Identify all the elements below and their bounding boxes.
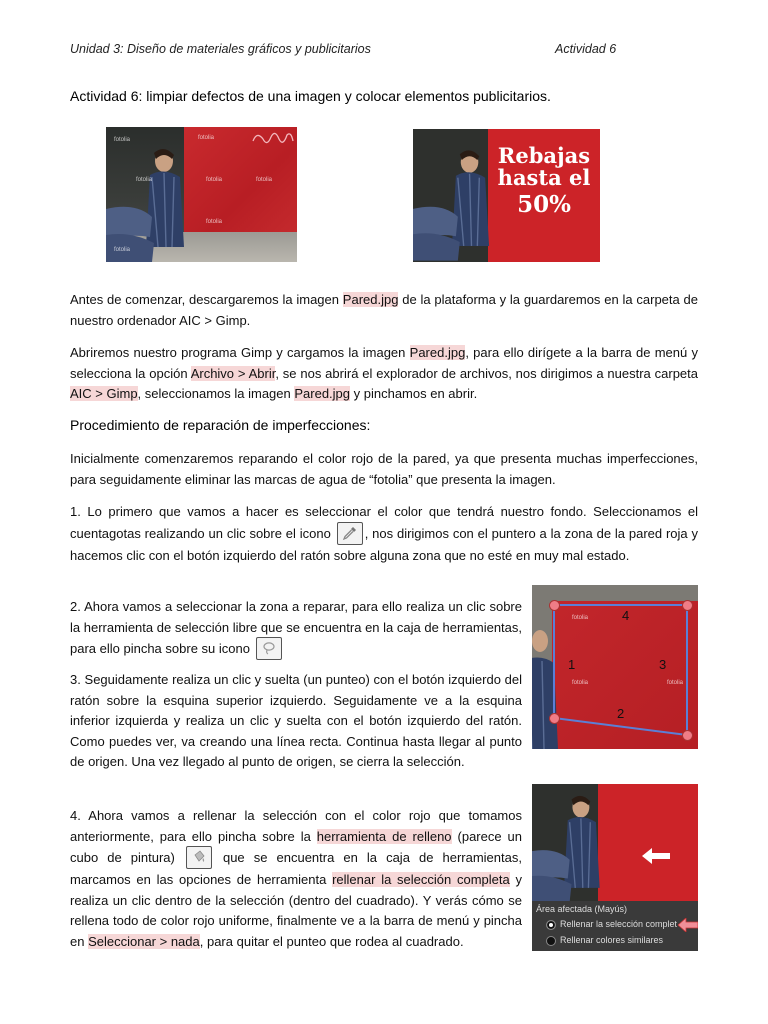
- free-select-lasso-icon: [256, 637, 282, 660]
- activity-title: Actividad 6: limpiar defectos de una imagen y colocar elementos publicitarios.: [70, 88, 551, 104]
- options-title: Área afectada (Mayús): [536, 904, 628, 914]
- running-header-right: Actividad 6: [555, 42, 617, 56]
- fill-options-image: [532, 784, 698, 951]
- tool-name: herramienta de relleno: [316, 828, 452, 844]
- intro-paragraph-1: Antes de comenzar, descargaremos la imagen Pared.jpg de la plataforma y la guardaremos en la carpeta de nuestro ordenador AIC > Gimp.: [70, 292, 698, 328]
- tool-option: rellenar la selección completa: [332, 872, 510, 888]
- step-4: 4. Ahora vamos a rellenar la selección con el color rojo que tomamos anteriormente, para ello pincha sobre la herramienta de relleno (parece un cubo de pintura) que se encuentra en la caja de herramientas, marcamos en las opciones de herramienta rellenar la selección completa y realiza un clic dentro de la selección (dentro del cuadrado). Y verás cómo se rellena todo de color rojo uniforme, finalmente ve a la barra de menú y pincha en Seleccionar > nada, para quitar el punteo que rodea al cuadrado.: [70, 808, 522, 949]
- selection-point-2: 2: [617, 706, 625, 721]
- promo-line-1: Rebajas: [497, 143, 591, 168]
- step-3: 3. Seguidamente realiza un clic y suelta (un punteo) con el botón izquierdo del ratón sobre la esquina superior izquierdo. Seguidamente ve a la esquina inferior izquierda y realiza un clic y suelta con el botón izquierdo del ratón. Como puedes ver, va creando una línea recta. Continua hasta llegar al punto de origen. Una vez llegado al punto de origen, se cierra la selección.: [70, 672, 522, 770]
- intro-paragraph-2: Abriremos nuestro programa Gimp y cargamos la imagen Pared.jpg, para ello dirígete a la barra de menú y selecciona la opción Archivo > Abrir, se nos abrirá el explorador de archivos, nos dirigimos a nuestra carpeta AIC > Gimp, seleccionamos la imagen Pared.jpg y pinchamos en abrir.: [70, 345, 698, 402]
- arrow-left-icon: [642, 848, 672, 864]
- promo-result-image: [413, 129, 600, 262]
- original-wall-image: fotolia fotolia fotolia fotolia fotolia fotolia fotolia: [106, 127, 297, 262]
- file-name: Pared.jpg: [294, 386, 351, 402]
- tool-options-panel: [532, 901, 698, 951]
- menu-path: Seleccionar > nada: [88, 933, 200, 949]
- file-name: Pared.jpg: [409, 345, 466, 360]
- running-header-left: Unidad 3: Diseño de materiales gráficos y publicitarios: [70, 42, 371, 56]
- step-2: 2. Ahora vamos a seleccionar la zona a reparar, para ello realiza un clic sobre la herramienta de selección libre que se encuentra en la caja de herramientas, para ello pincha sobre su icono: [70, 597, 522, 661]
- selection-points-image: fotolia fotolia fotolia 4 1 3 2: [532, 585, 698, 749]
- eyedropper-icon: [337, 522, 363, 545]
- bucket-fill-icon: [186, 846, 212, 869]
- menu-path: Archivo > Abrir: [190, 365, 276, 381]
- section-title: Procedimiento de reparación de imperfecciones:: [70, 417, 371, 433]
- folder-path: AIC > Gimp: [70, 386, 138, 402]
- option-fill-selection[interactable]: Rellenar la selección complet: [546, 919, 677, 930]
- selection-point-1: 1: [568, 657, 576, 672]
- file-name: Pared.jpg: [342, 292, 399, 307]
- selection-point-4: 4: [622, 608, 630, 623]
- promo-line-2: hasta el: [497, 165, 591, 191]
- selection-point-3: 3: [659, 657, 667, 672]
- arrow-left-icon: [678, 918, 698, 932]
- step-1: 1. Lo primero que vamos a hacer es seleccionar el color que tendrá nuestro fondo. Seleccionamos el cuentagotas realizando un clic sobre el icono , nos dirigimos con el puntero a la zona de la pared roja y hacemos clic con el botón izquierdo del ratón sobre alguna zona que no esté en muy mal estado.: [70, 504, 698, 563]
- option-fill-similar[interactable]: Rellenar colores similares: [546, 935, 663, 946]
- promo-line-3: 50%: [517, 191, 571, 219]
- steps-intro: Inicialmente comenzaremos reparando el color rojo de la pared, ya que presenta muchas imperfecciones, para seguidamente eliminar las marcas de agua de “fotolia” que presenta la imagen.: [70, 451, 698, 487]
